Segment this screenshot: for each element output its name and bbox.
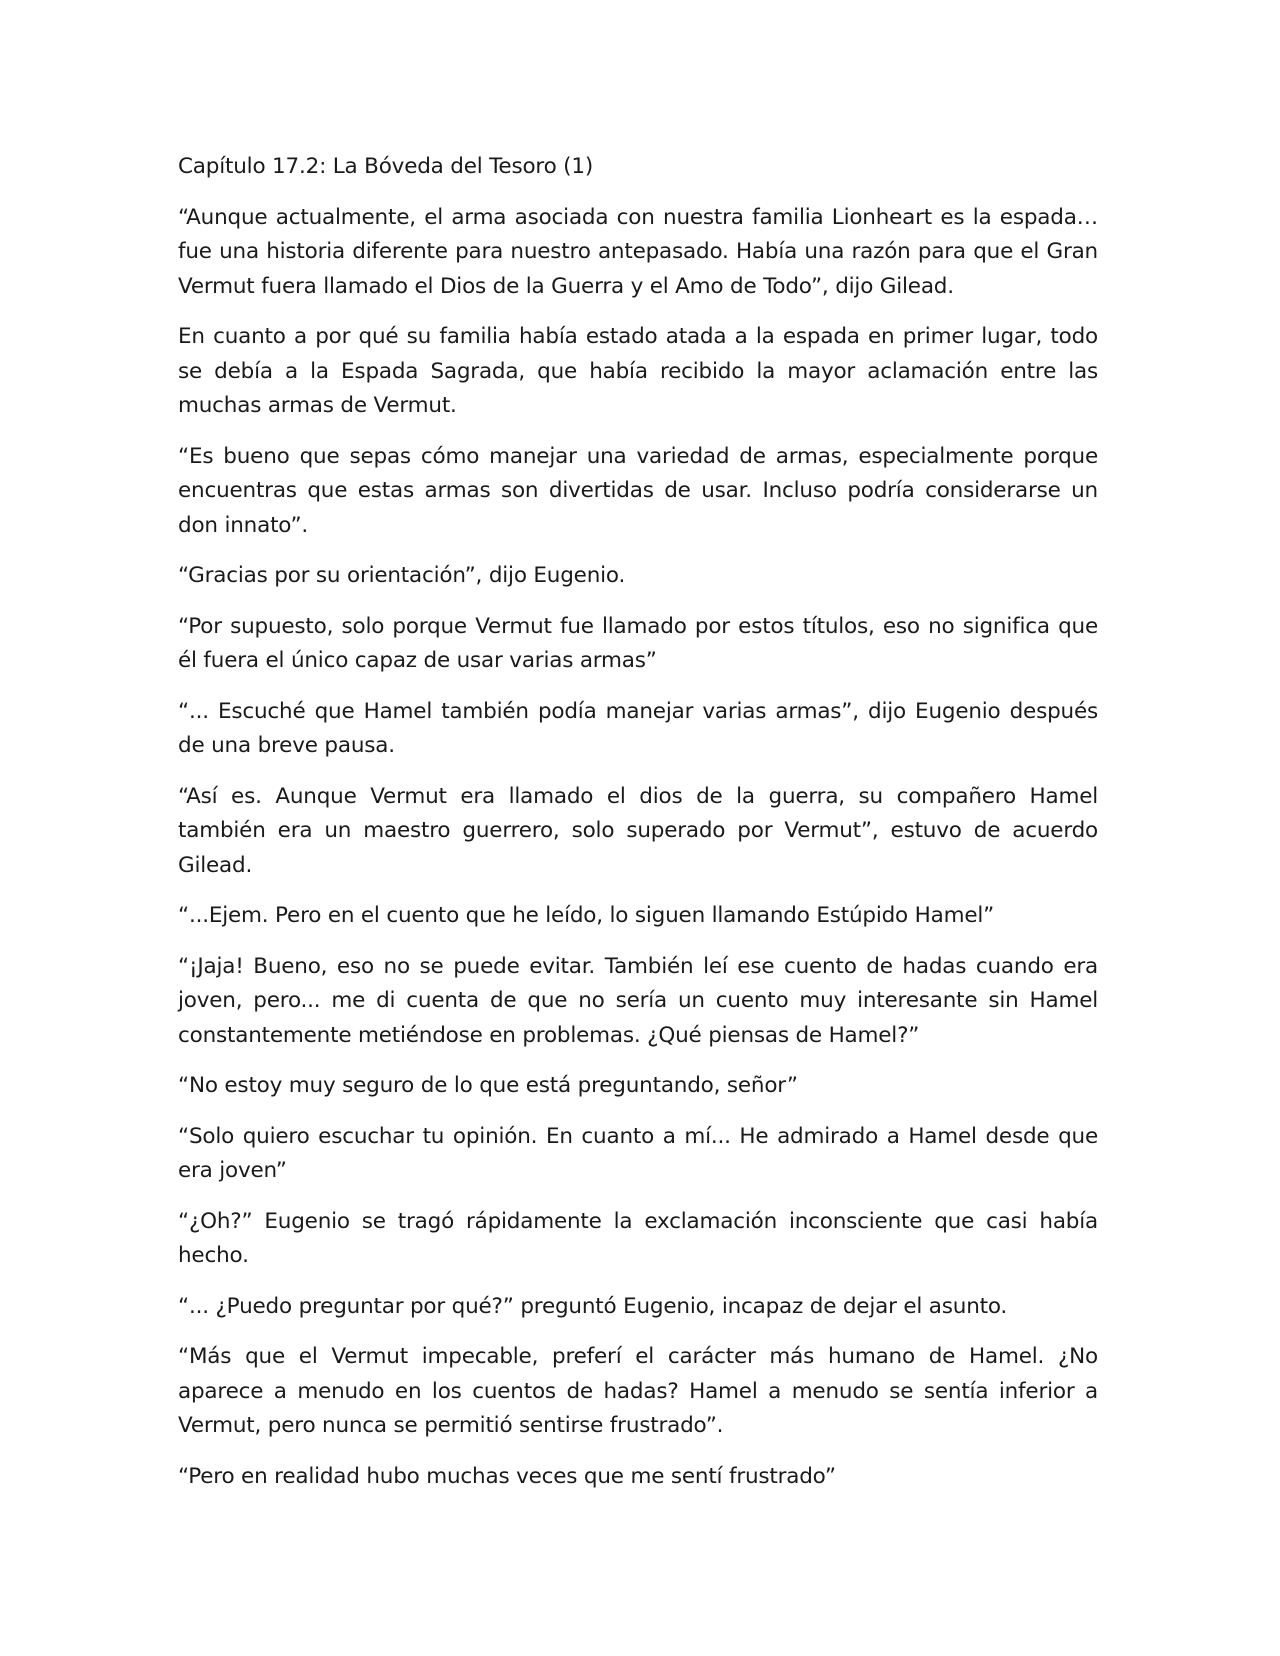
paragraph: “Solo quiero escuchar tu opinión. En cuanto a mí... He admirado a Hamel desde que era joven” (178, 1123, 1098, 1183)
paragraph: “¿Oh?” Eugenio se tragó rápidamente la exclamación inconsciente que casi había hecho. (178, 1208, 1098, 1268)
paragraph: “Aunque actualmente, el arma asociada con nuestra familia Lionheart es la espada… fue una historia diferente para nuestro antepasado. Había una razón para que el Gran Vermut fuera llamado el Dios de la Guerra y el Amo de Todo”, dijo Gilead. (178, 204, 1098, 299)
document-body (178, 150, 1098, 1510)
paragraph: “¡Jaja! Bueno, eso no se puede evitar. También leí ese cuento de hadas cuando era joven, pero... me di cuenta de que no sería un cuento muy interesante sin Hamel constantemente metiéndose en problemas. ¿Qué piensas de Hamel?” (178, 953, 1098, 1048)
paragraph: “Pero en realidad hubo muchas veces que me sentí frustrado” (178, 1463, 836, 1489)
paragraph: “Gracias por su orientación”, dijo Eugenio. (178, 563, 626, 588)
paragraph: “... Escuché que Hamel también podía manejar varias armas”, dijo Eugenio después de una breve pausa. (178, 698, 1098, 758)
paragraph: “Es bueno que sepas cómo manejar una variedad de armas, especialmente porque encuentras que estas armas son divertidas de usar. Incluso podría considerarse un don innato”. (178, 443, 1098, 538)
chapter-title: Capítulo 17.2: La Bóveda del Tesoro (1) (178, 154, 594, 179)
paragraph: “...Ejem. Pero en el cuento que he leído, lo siguen llamando Estúpido Hamel” (178, 903, 995, 928)
paragraph: “Más que el Vermut impecable, preferí el carácter más humano de Hamel. ¿No aparece a menudo en los cuentos de hadas? Hamel a menudo se sentía inferior a Vermut, pero nunca se permitió sentirse frustrado”. (178, 1344, 1098, 1438)
paragraph: “No estoy muy seguro de lo que está preguntando, señor” (178, 1073, 798, 1098)
paragraph: En cuanto a por qué su familia había estado atada a la espada en primer lugar, todo se debía a la Espada Sagrada, que había recibido la mayor aclamación entre las muchas armas de Vermut. (178, 324, 1098, 418)
paragraph: “Así es. Aunque Vermut era llamado el dios de la guerra, su compañero Hamel también era un maestro guerrero, solo superado por Vermut”, estuvo de acuerdo Gilead. (178, 783, 1098, 878)
paragraph: “Por supuesto, solo porque Vermut fue llamado por estos títulos, eso no significa que él fuera el único capaz de usar varias armas” (178, 613, 1098, 673)
paragraph: “... ¿Puedo preguntar por qué?” preguntó Eugenio, incapaz de dejar el asunto. (178, 1293, 1008, 1319)
